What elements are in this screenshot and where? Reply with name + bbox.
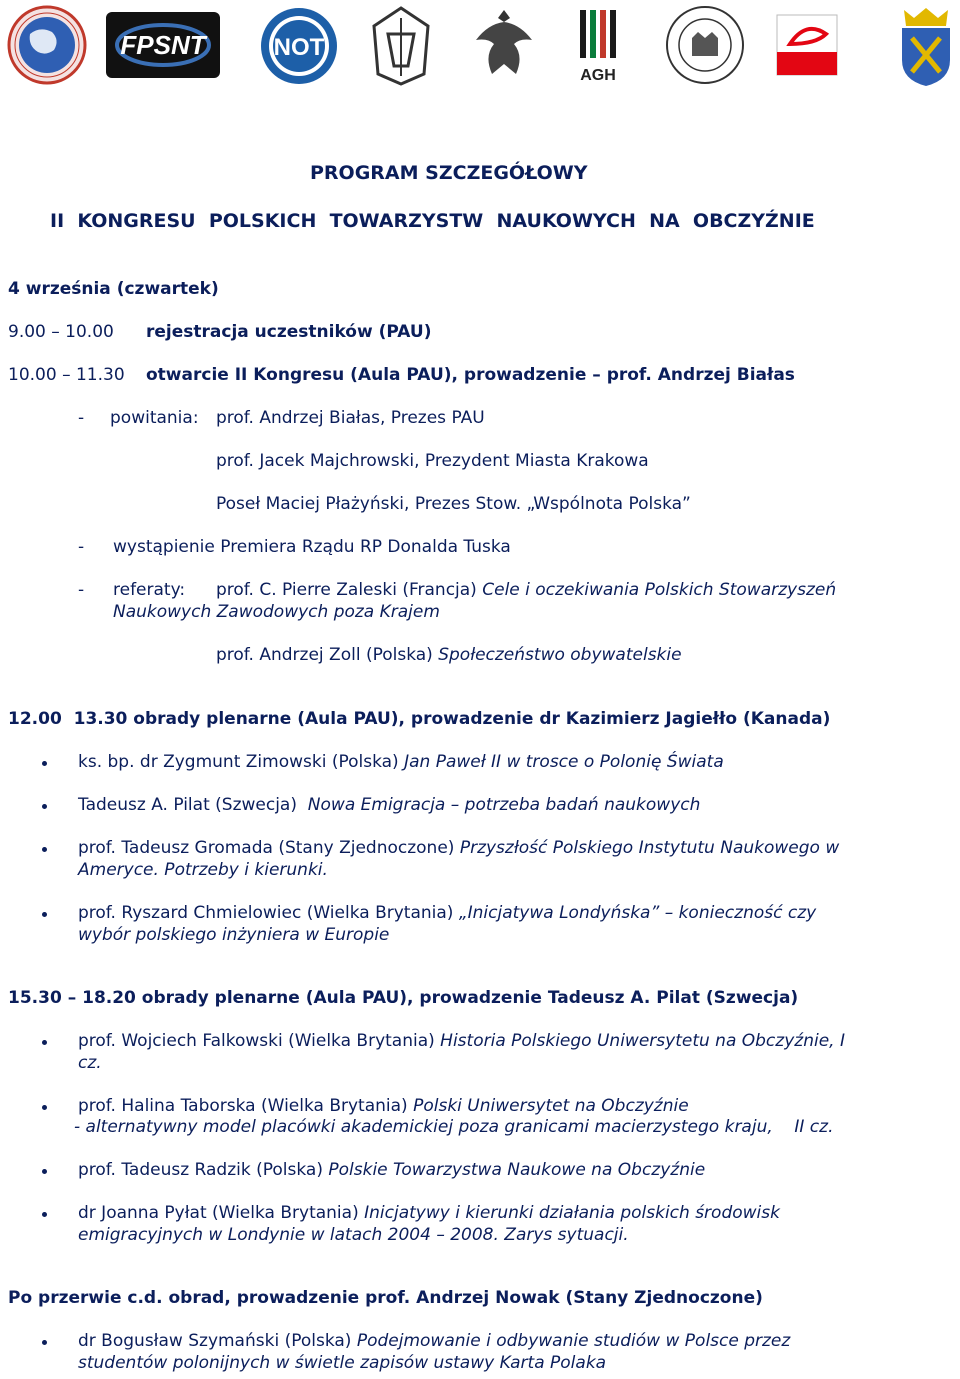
list-item: dr Joanna Pyłat (Wielka Brytania) Inicjatywy i kierunki działania polskich środowisk: [78, 1203, 780, 1223]
session3-header: 12.00 13.30 obrady plenarne (Aula PAU), prowadzenie dr Kazimierz Jagiełło (Kanada): [8, 709, 831, 729]
agh-logo: [574, 4, 622, 84]
list-item: prof. Tadeusz Radzik (Polska) Polskie Towarzystwa Naukowe na Obczyźnie: [78, 1160, 706, 1180]
list-item: prof. Halina Taborska (Wielka Brytania) Polski Uniwersytet na Obczyźnie: [78, 1096, 689, 1116]
bullet-icon: [42, 1212, 47, 1217]
list-item-cont: studentów polonijnych w świetle zapisów ustawy Karta Polaka: [78, 1353, 607, 1373]
list-item-cont: emigracyjnych w Londynie w latach 2004 – 2008. Zarys sytuacji.: [78, 1225, 629, 1245]
svg-text:AGH: AGH: [580, 67, 616, 84]
list-item-cont: Ameryce. Potrzeby i kierunki.: [78, 860, 328, 880]
session2-time: 10.00 – 11.30: [8, 365, 125, 385]
greet-line: prof. Jacek Majchrowski, Prezydent Miasta Krakowa: [216, 451, 649, 471]
fpsnt-logo: [106, 12, 220, 78]
list-item: prof. Tadeusz Gromada (Stany Zjednoczone) Przyszłość Polskiego Instytutu Naukowego w: [78, 838, 840, 858]
list-item-cont: - alternatywny model placówki akademickiej poza granicami macierzystego kraju, II cz.: [74, 1117, 834, 1137]
bullet-icon: [42, 1040, 47, 1045]
bullet-icon: [42, 1340, 47, 1345]
crest-logo: [898, 4, 954, 88]
day-heading: 4 września (czwartek): [8, 279, 219, 299]
logo-strip: [0, 0, 960, 95]
list-item: ks. bp. dr Zygmunt Zimowski (Polska) Jan Paweł II w trosce o Polonię Świata: [78, 752, 724, 772]
session2-text: otwarcie II Kongresu (Aula PAU), prowadzenie – prof. Andrzej Białas: [146, 365, 795, 385]
list-item: prof. Ryszard Chmielowiec (Wielka Brytania) „Inicjatywa Londyńska” – konieczność czy: [78, 903, 817, 923]
svg-text:FPSNT: FPSNT: [120, 30, 206, 60]
flag-logo: [776, 14, 838, 76]
dash-marker: -: [78, 537, 85, 557]
greet-line: Poseł Maciej Płażyński, Prezes Stow. „Wspólnota Polska”: [216, 494, 691, 514]
list-item-cont: wybór polskiego inżyniera w Europie: [78, 925, 390, 945]
ref-line-cont: Naukowych Zawodowych poza Krajem: [113, 602, 440, 622]
page-title: PROGRAM SZCZEGÓŁOWY: [310, 162, 588, 184]
not-logo: [258, 4, 340, 88]
ref-line: prof. C. Pierre Zaleski (Francja) Cele i oczekiwania Polskich Stowarzyszeń: [216, 580, 837, 600]
list-item-cont: cz.: [78, 1053, 102, 1073]
greet-line: prof. Andrzej Białas, Prezes PAU: [216, 408, 485, 428]
bullet-icon: [42, 912, 47, 917]
svg-text:NOT: NOT: [273, 34, 325, 61]
ref-line: prof. Andrzej Zoll (Polska) Społeczeństwo obywatelskie: [216, 645, 682, 665]
list-item: dr Bogusław Szymański (Polska) Podejmowanie i odbywanie studiów w Polsce przez: [78, 1331, 791, 1351]
eagle-logo: [470, 4, 538, 84]
bullet-icon: [42, 1169, 47, 1174]
dash-marker: -: [78, 580, 85, 600]
page-subtitle: II KONGRESU POLSKICH TOWARZYSTW NAUKOWYCH NA OBCZYŹNIE: [50, 210, 815, 232]
emblem-logo: [368, 4, 434, 88]
ref-label: referaty:: [113, 580, 186, 600]
speech-line: wystąpienie Premiera Rządu RP Donalda Tuska: [113, 537, 511, 557]
bullet-icon: [42, 1105, 47, 1110]
list-item: Tadeusz A. Pilat (Szwecja) Nowa Emigracja – potrzeba badań naukowych: [78, 795, 701, 815]
session1-time: 9.00 – 10.00: [8, 322, 114, 342]
bullet-icon: [42, 847, 47, 852]
session5-header: Po przerwie c.d. obrad, prowadzenie prof. Andrzej Nowak (Stany Zjednoczone): [8, 1288, 763, 1308]
session4-header: 15.30 – 18.20 obrady plenarne (Aula PAU), prowadzenie Tadeusz A. Pilat (Szwecja): [8, 988, 799, 1008]
dash-marker: -: [78, 408, 85, 428]
pau-seal-logo: [664, 4, 746, 86]
greet-label: powitania:: [110, 408, 199, 428]
globe-logo: [2, 4, 92, 86]
session1-text: rejestracja uczestników (PAU): [146, 322, 432, 342]
bullet-icon: [42, 761, 47, 766]
list-item: prof. Wojciech Falkowski (Wielka Brytania) Historia Polskiego Uniwersytetu na Obczyźnie, I: [78, 1031, 845, 1051]
bullet-icon: [42, 804, 47, 809]
